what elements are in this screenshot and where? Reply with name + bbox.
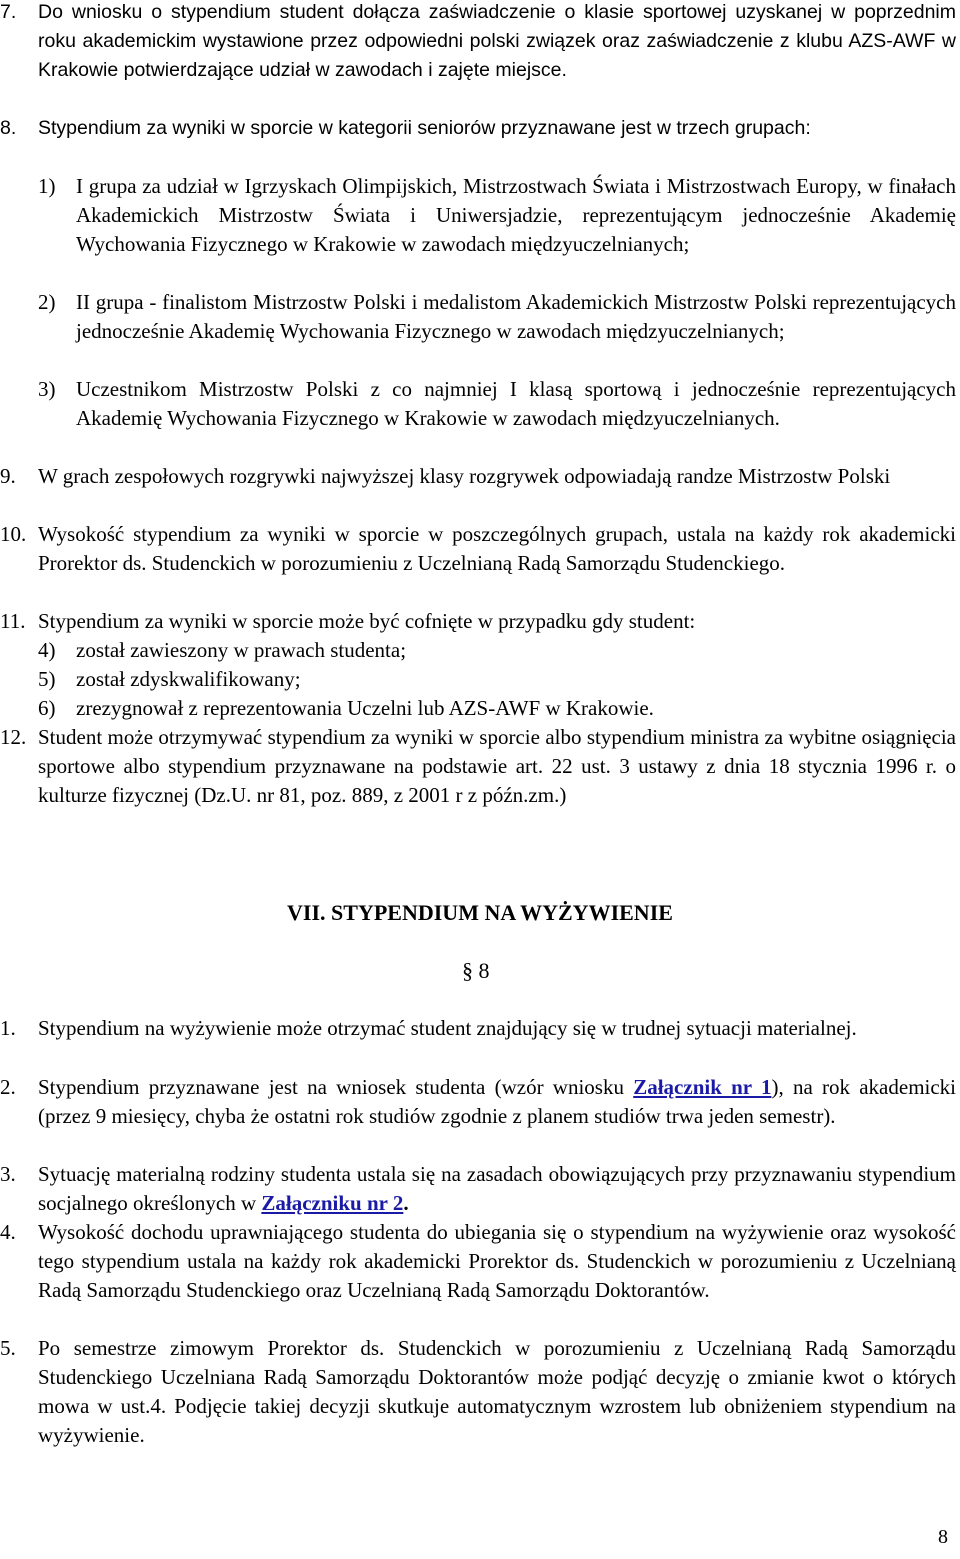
paragraph-item-7 xyxy=(0,0,956,85)
item-number: 4. xyxy=(0,1220,16,1244)
item-number: 3) xyxy=(38,377,56,401)
item-text: Po semestrze zimowym Prorektor ds. Studenckich w porozumieniu z Uczelnianą Radą Samorządu Studenckiego Uczelniana Radą Samorządu Doktorantów może podjąć decyzję o zmianie kwot o których mowa w ust.4. Podjęcie takiej decyzji skutkuje automatycznym wzrostem lub obniżeniem stypendium na wyżywienie. xyxy=(38,1336,956,1447)
paragraph-point-1 xyxy=(0,1014,956,1043)
sub-item-2 xyxy=(38,288,956,346)
item-number: 6) xyxy=(38,696,56,720)
item-text: został zdyskwalifikowany; xyxy=(76,667,301,691)
item-text: Wysokość dochodu uprawniającego studenta do ubiegania się o stypendium na wyżywienie oraz wysokość tego stypendium ustala na każdy rok akademicki Prorektor ds. Studenckich w porozumieniu z Uczelnianą Radą Samorządu Studenckiego oraz Uczelnianą Radą Samorządu Doktorantów. xyxy=(38,1220,956,1302)
item-text-after: . xyxy=(403,1191,409,1215)
item-text-before: Sytuację materialną rodziny studenta ustala się na zasadach obowiązujących przy przyznawaniu stypendium socjalnego określonych w xyxy=(38,1162,956,1215)
item-number: 10. xyxy=(0,522,27,546)
item-number: 8. xyxy=(0,117,17,139)
item-number: 2) xyxy=(38,290,56,314)
item-number: 2. xyxy=(0,1075,16,1099)
paragraph-point-3 xyxy=(0,1160,956,1218)
item-text: W grach zespołowych rozgrywki najwyższej klasy rozgrywek odpowiadają randze Mistrzostw Polski xyxy=(38,464,891,488)
item-number: 3. xyxy=(0,1162,16,1186)
sub-item-6 xyxy=(38,694,956,723)
attachment-2-link[interactable]: Załączniku nr 2 xyxy=(261,1191,404,1215)
paragraph-item-11 xyxy=(0,607,956,636)
paragraph-item-12 xyxy=(0,723,956,810)
item-text: Uczestnikom Mistrzostw Polski z co najmniej I klasą sportową i jednocześnie reprezentujących Akademię Wychowania Fizycznego w Krakowie w zawodach międzyuczelnianych. xyxy=(76,377,956,430)
paragraph-item-10 xyxy=(0,520,956,578)
item-text-before: Stypendium przyznawane jest na wniosek studenta (wzór wniosku xyxy=(38,1075,634,1099)
sub-item-1 xyxy=(38,172,956,259)
item-text: Wysokość stypendium za wyniki w sporcie w poszczególnych grupach, ustala na każdy rok akademicki Prorektor ds. Studenckich w porozumieniu z Uczelnianą Radą Samorządu Studenckiego. xyxy=(38,522,956,575)
sub-item-5 xyxy=(38,665,956,694)
paragraph-item-8 xyxy=(0,114,956,143)
item-text: Do wniosku o stypendium student dołącza zaświadczenie o klasie sportowej uzyskanej w poprzednim roku akademickim wystawione przez odpowiedni polski związek oraz zaświadczenie z klubu AZS-AWF w Krakowie potwierdzające udział w zawodach i zajęte miejsce. xyxy=(38,1,956,81)
section-mark: § 8 xyxy=(462,958,490,983)
sub-item-4 xyxy=(38,636,956,665)
paragraph-point-2 xyxy=(0,1073,957,1131)
item-text: Stypendium na wyżywienie może otrzymać student znajdujący się w trudnej sytuacji materialnej. xyxy=(38,1016,857,1040)
item-text: został zawieszony w prawach studenta; xyxy=(76,638,407,662)
item-number: 1. xyxy=(0,1016,16,1040)
item-text: I grupa za udział w Igrzyskach Olimpijskich, Mistrzostwach Świata i Mistrzostwach Europy, w finałach Akademickich Mistrzostw Świata i Uniwersjadzie, reprezentującym jednocześnie Akademię Wychowania Fizycznego w Krakowie w zawodach międzyuczelnianych; xyxy=(76,174,956,256)
item-number: 1) xyxy=(38,174,56,198)
item-text-after: ), na rok akademicki (przez 9 miesięcy, chyba że ostatni rok studiów zgodnie z planem studiów trwa jeden semestr). xyxy=(38,1075,957,1128)
item-number: 11. xyxy=(0,609,26,633)
item-text: Student może otrzymywać stypendium za wyniki w sporcie albo stypendium ministra za wybitne osiągnięcia sportowe albo stypendium przyznawane na podstawie art. 22 ust. 3 ustawy z dnia 18 stycznia 1996 r. o kulturze fizycznej (Dz.U. nr 81, poz. 889, z 2001 r z późn.zm.) xyxy=(38,725,956,807)
item-text: II grupa - finalistom Mistrzostw Polski i medalistom Akademickich Mistrzostw Polski reprezentujących jednocześnie Akademię Wychowania Fizycznego w zawodach międzyuczelnianych; xyxy=(76,290,956,343)
section-heading: VII. STYPENDIUM NA WYŻYWIENIE xyxy=(287,900,673,925)
item-text: zrezygnował z reprezentowania Uczelni lub AZS-AWF w Krakowie. xyxy=(76,696,654,720)
item-number: 5) xyxy=(38,667,56,691)
sub-item-3 xyxy=(38,375,956,433)
paragraph-item-9 xyxy=(0,462,956,491)
attachment-1-link[interactable]: Załącznik nr 1 xyxy=(633,1075,772,1099)
page-number: 8 xyxy=(938,1526,948,1548)
item-number: 5. xyxy=(0,1336,16,1360)
paragraph-point-4 xyxy=(0,1218,956,1305)
item-number: 9. xyxy=(0,464,16,488)
item-text: Stypendium za wyniki w sporcie może być cofnięte w przypadku gdy student: xyxy=(38,609,696,633)
item-number: 4) xyxy=(38,638,56,662)
paragraph-point-5 xyxy=(0,1334,956,1450)
item-text: Stypendium za wyniki w sporcie w kategorii seniorów przyznawane jest w trzech grupach: xyxy=(38,117,811,139)
item-number: 7. xyxy=(0,1,17,23)
item-number: 12. xyxy=(0,725,27,749)
